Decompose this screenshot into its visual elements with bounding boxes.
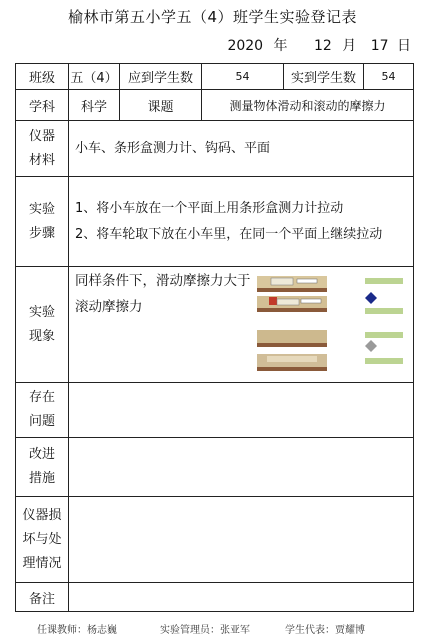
date-day-unit: 日 xyxy=(397,38,411,54)
row-problems xyxy=(16,383,414,438)
phenomenon-label xyxy=(16,267,69,383)
date-month: 12 xyxy=(313,38,332,54)
steps-label xyxy=(16,177,69,267)
phenomenon-value-cell xyxy=(69,267,414,383)
actual-students-value: 54 xyxy=(364,64,414,90)
subject-value: 科学 xyxy=(69,90,120,121)
row-materials xyxy=(16,121,414,177)
measures-label-line2: 措施 xyxy=(28,471,55,486)
materials-value: 小车、条形盒测力计、钩码、平面 xyxy=(69,121,414,177)
problems-label xyxy=(16,383,69,438)
date-month-unit: 月 xyxy=(342,38,357,54)
row-measures xyxy=(16,438,414,497)
class-label: 班级 xyxy=(16,64,69,90)
subject-label: 学科 xyxy=(16,90,69,121)
class-value: 五（4） xyxy=(69,64,120,90)
topic-label: 课题 xyxy=(120,90,202,121)
damage-label-line1: 仪器损 xyxy=(22,507,62,523)
row-steps xyxy=(16,177,414,267)
photo-4 xyxy=(257,354,327,371)
date-line xyxy=(227,35,411,55)
steps-label-line1: 实验 xyxy=(28,201,55,217)
row-subject xyxy=(16,90,414,121)
measures-label xyxy=(16,438,69,497)
steps-label-line2: 步骤 xyxy=(28,225,55,241)
record-table xyxy=(15,63,414,612)
steps-value xyxy=(69,177,414,267)
actual-students-label: 实到学生数 xyxy=(284,64,364,90)
steps-line-2: 2、将车轮取下放在小车里，在同一个平面上继续拉动 xyxy=(75,226,383,242)
remarks-label: 备注 xyxy=(16,583,69,612)
materials-label xyxy=(16,121,69,177)
footer-student: 学生代表：贾耀博 xyxy=(285,625,365,636)
damage-label xyxy=(16,497,69,583)
expected-students-value: 54 xyxy=(202,64,284,90)
photo-1 xyxy=(257,276,327,292)
damage-label-line2: 坏与处 xyxy=(22,531,62,547)
phenomenon-label-line1: 实验 xyxy=(28,304,55,320)
footer-manager: 实验管理员：张亚军 xyxy=(160,625,250,636)
steps-line-1: 1、将小车放在一个平面上用条形盒测力计拉动 xyxy=(75,200,344,216)
date-year: 2020 xyxy=(227,38,264,54)
phenomenon-label-line2: 现象 xyxy=(28,328,55,344)
materials-label-line1: 仪器 xyxy=(28,128,55,144)
topic-value: 测量物体滑动和滚动的摩擦力 xyxy=(202,90,414,121)
photo-2 xyxy=(257,296,327,312)
photo-3 xyxy=(257,330,327,347)
date-year-unit: 年 xyxy=(273,38,288,54)
measures-value[interactable] xyxy=(69,438,414,497)
form-title: 榆林市第五小学五（4）班学生实验登记表 xyxy=(67,8,358,26)
measures-label-line1: 改进 xyxy=(28,447,55,462)
footer-teacher: 任课教师：杨志巍 xyxy=(37,625,117,636)
date-day: 17 xyxy=(370,38,389,54)
damage-label-line3: 理情况 xyxy=(22,555,62,571)
damage-value[interactable] xyxy=(69,497,414,583)
phenomenon-value: 同样条件下，滑动摩擦力大于滚动摩擦力 xyxy=(75,273,251,315)
problems-label-line1: 存在 xyxy=(28,390,55,405)
diagram-markers xyxy=(365,278,403,364)
materials-label-line2: 材料 xyxy=(28,152,55,168)
row-damage xyxy=(16,497,414,583)
remarks-value[interactable] xyxy=(69,583,414,612)
expected-students-label: 应到学生数 xyxy=(120,64,202,90)
experiment-photos xyxy=(257,274,407,380)
row-phenomenon xyxy=(16,267,414,383)
problems-value[interactable] xyxy=(69,383,414,438)
problems-label-line2: 问题 xyxy=(28,414,55,429)
row-class xyxy=(16,64,414,90)
row-remarks xyxy=(16,583,414,612)
